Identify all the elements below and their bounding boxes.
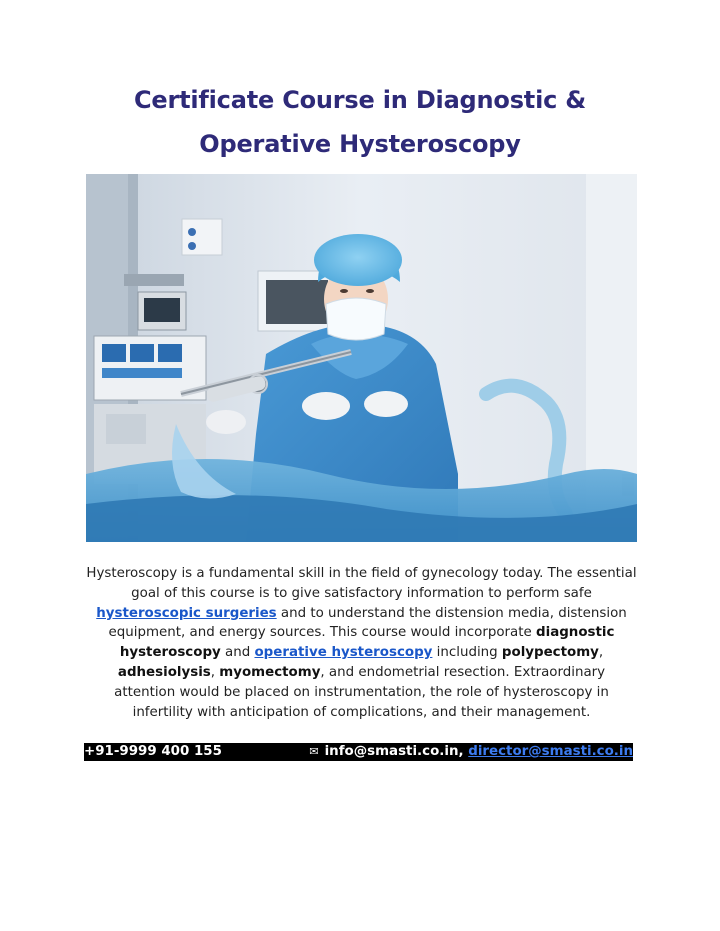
desc-text-5: , (598, 645, 604, 661)
director-email-link[interactable]: director@smasti.co.in (468, 744, 633, 759)
surgeon-photo (86, 174, 637, 542)
phone-number[interactable]: +91-9999 400 155 (84, 744, 222, 759)
hysteroscopic-surgeries-link[interactable]: hysteroscopic surgeries (96, 605, 277, 621)
desc-text-3: and (220, 645, 255, 661)
desc-bold-adhesiolysis: adhesiolysis (117, 664, 211, 680)
course-description (86, 564, 637, 722)
desc-text-2: and to understand the distension media, distension equipment, and energy sources. This course would incorporate (108, 605, 627, 641)
contact-bar (84, 743, 633, 761)
desc-bold-diagnostic: diagnostic hysteroscopy (119, 625, 615, 661)
desc-text-6: , (210, 664, 220, 680)
operative-hysteroscopy-link[interactable]: operative hysteroscopy (254, 645, 433, 661)
desc-text-4: including (432, 645, 502, 661)
title-line-1: Certificate Course in Diagnostic & (133, 86, 587, 114)
desc-bold-polypectomy: polypectomy (501, 645, 599, 661)
title-line-2: Operative Hysteroscopy (199, 130, 521, 158)
page-title (0, 78, 720, 166)
info-email[interactable]: info@smasti.co.in, (324, 744, 464, 759)
desc-text-1: Hysteroscopy is a fundamental skill in the field of gynecology today. The essential goal of this course is to give satisfactory information to perform safe (86, 566, 637, 601)
email-group (309, 743, 633, 761)
mail-icon: ✉ (309, 745, 319, 758)
desc-bold-myomectomy: myomectomy (219, 664, 321, 680)
desc-text-7: , and endometrial resection. Extraordinary attention would be placed on instrumentation, the role of hysteroscopy in infertility with anticipation of complications, and their management. (114, 664, 609, 720)
